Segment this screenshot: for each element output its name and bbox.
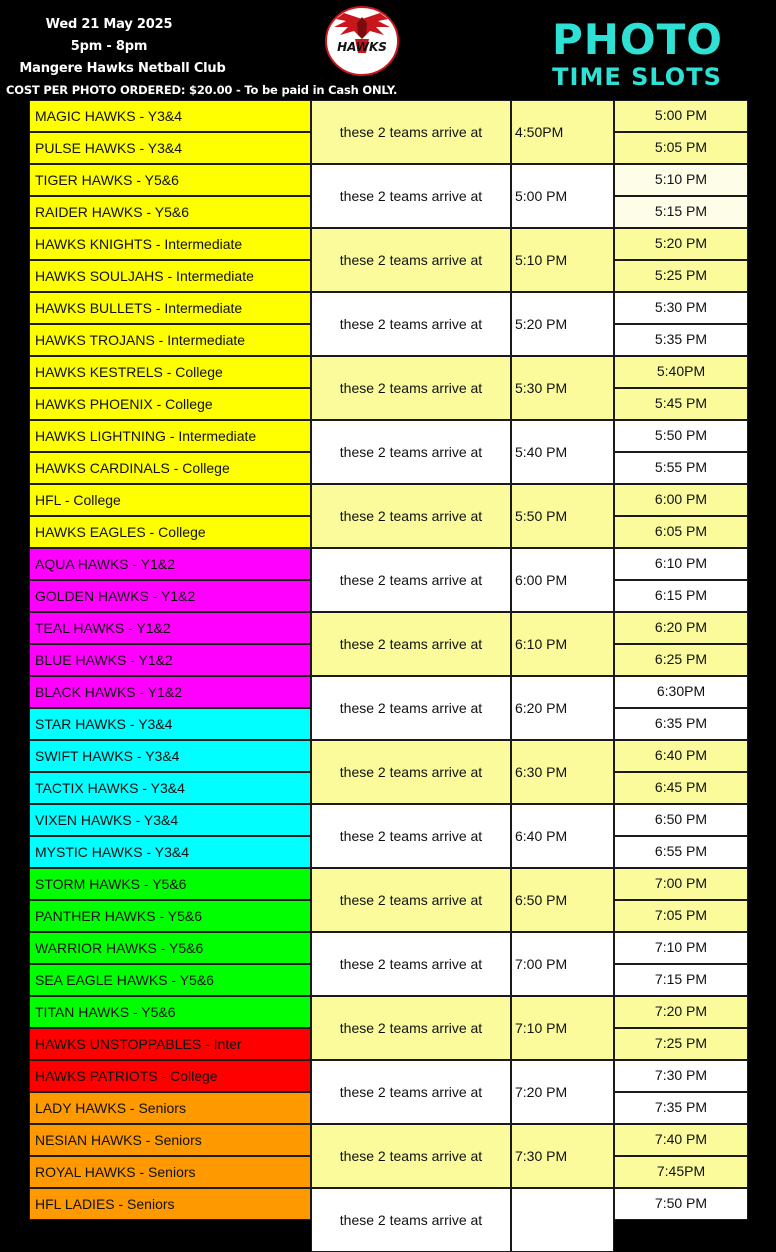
team-name-cell: LADY HAWKS - Seniors: [29, 1092, 311, 1124]
photo-slot-cell: 7:35 PM: [614, 1092, 748, 1124]
team-name-cell: HAWKS CARDINALS - College: [29, 452, 311, 484]
arrival-time-cell: 7:30 PM: [511, 1124, 614, 1188]
cost-notice: COST PER PHOTO ORDERED: $20.00 - To be paid in Cash ONLY.: [6, 83, 398, 97]
arrival-time-cell: 5:50 PM: [511, 484, 614, 548]
team-name-cell: HAWKS SOULJAHS - Intermediate: [29, 260, 311, 292]
photo-slot-cell: 6:40 PM: [614, 740, 748, 772]
photo-slot-cell: 6:25 PM: [614, 644, 748, 676]
photo-slot-cell: 7:00 PM: [614, 868, 748, 900]
photo-slot-cell: 7:05 PM: [614, 900, 748, 932]
photo-slot-cell: 6:55 PM: [614, 836, 748, 868]
arrival-time-cell: 6:20 PM: [511, 676, 614, 740]
photo-slot-cell: 7:50 PM: [614, 1188, 748, 1220]
photo-slot-cell: 7:45PM: [614, 1156, 748, 1188]
photo-slot-cell: 6:20 PM: [614, 612, 748, 644]
arrive-label-cell: these 2 teams arrive at: [311, 420, 511, 484]
team-name-cell: WARRIOR HAWKS - Y5&6: [29, 932, 311, 964]
team-name-cell: HFL - College: [29, 484, 311, 516]
photo-slot-cell: 5:15 PM: [614, 196, 748, 228]
team-name-cell: HAWKS KESTRELS - College: [29, 356, 311, 388]
arrival-time-cell: 4:50PM: [511, 100, 614, 164]
photo-slot-cell: 6:35 PM: [614, 708, 748, 740]
team-name-cell: BLACK HAWKS - Y1&2: [29, 676, 311, 708]
arrival-time-cell: 7:10 PM: [511, 996, 614, 1060]
photo-slot-cell: 6:05 PM: [614, 516, 748, 548]
arrive-label-cell: these 2 teams arrive at: [311, 1188, 511, 1252]
team-name-cell: HAWKS BULLETS - Intermediate: [29, 292, 311, 324]
team-name-cell: SEA EAGLE HAWKS - Y5&6: [29, 964, 311, 996]
arrival-time-cell: 6:50 PM: [511, 868, 614, 932]
photo-slot-cell: 5:40PM: [614, 356, 748, 388]
time-slots-title: TIME SLOTS: [552, 63, 722, 91]
team-name-cell: HAWKS PHOENIX - College: [29, 388, 311, 420]
team-name-cell: AQUA HAWKS - Y1&2: [29, 548, 311, 580]
team-name-cell: TEAL HAWKS - Y1&2: [29, 612, 311, 644]
arrive-label-cell: these 2 teams arrive at: [311, 292, 511, 356]
arrive-label-cell: these 2 teams arrive at: [311, 868, 511, 932]
photo-slot-cell: 7:30 PM: [614, 1060, 748, 1092]
arrive-label-cell: these 2 teams arrive at: [311, 100, 511, 164]
photo-slot-cell: 5:00 PM: [614, 100, 748, 132]
team-name-cell: HAWKS KNIGHTS - Intermediate: [29, 228, 311, 260]
arrive-label-cell: these 2 teams arrive at: [311, 996, 511, 1060]
arrival-time-cell: 5:20 PM: [511, 292, 614, 356]
photo-slot-cell: 5:25 PM: [614, 260, 748, 292]
arrival-time-cell: 5:30 PM: [511, 356, 614, 420]
photo-slot-cell: 5:55 PM: [614, 452, 748, 484]
photo-slot-cell: 5:10 PM: [614, 164, 748, 196]
photo-slot-cell: 7:20 PM: [614, 996, 748, 1028]
club-name: Mangere Hawks Netball Club: [19, 61, 226, 76]
header: [0, 0, 776, 100]
team-name-cell: GOLDEN HAWKS - Y1&2: [29, 580, 311, 612]
arrival-time-cell: 7:20 PM: [511, 1060, 614, 1124]
team-name-cell: HFL LADIES - Seniors: [29, 1188, 311, 1220]
arrive-label-cell: these 2 teams arrive at: [311, 228, 511, 292]
photo-slot-cell: 6:50 PM: [614, 804, 748, 836]
team-name-cell: PULSE HAWKS - Y3&4: [29, 132, 311, 164]
photo-slot-cell: 7:15 PM: [614, 964, 748, 996]
arrive-label-cell: these 2 teams arrive at: [311, 932, 511, 996]
logo-text: HAWKS: [337, 40, 387, 54]
arrival-time-cell: [511, 1188, 614, 1252]
arrive-label-cell: these 2 teams arrive at: [311, 1060, 511, 1124]
team-name-cell: HAWKS TROJANS - Intermediate: [29, 324, 311, 356]
arrive-label-cell: these 2 teams arrive at: [311, 612, 511, 676]
arrival-time-cell: 5:40 PM: [511, 420, 614, 484]
arrive-label-cell: these 2 teams arrive at: [311, 804, 511, 868]
photo-title: PHOTO: [552, 15, 723, 64]
team-name-cell: ROYAL HAWKS - Seniors: [29, 1156, 311, 1188]
hawks-logo: [324, 5, 400, 77]
team-name-cell: TITAN HAWKS - Y5&6: [29, 996, 311, 1028]
photo-slot-cell: 5:20 PM: [614, 228, 748, 260]
photo-slot-cell: 6:10 PM: [614, 548, 748, 580]
arrival-time-cell: 5:00 PM: [511, 164, 614, 228]
photo-slot-cell: 7:10 PM: [614, 932, 748, 964]
arrival-time-cell: 6:40 PM: [511, 804, 614, 868]
team-name-cell: TIGER HAWKS - Y5&6: [29, 164, 311, 196]
photo-slot-cell: 5:05 PM: [614, 132, 748, 164]
event-date: Wed 21 May 2025: [45, 17, 173, 32]
photo-slot-cell: 7:25 PM: [614, 1028, 748, 1060]
photo-slot-cell: 6:15 PM: [614, 580, 748, 612]
arrive-label-cell: these 2 teams arrive at: [311, 548, 511, 612]
team-name-cell: STAR HAWKS - Y3&4: [29, 708, 311, 740]
team-name-cell: HAWKS LIGHTNING - Intermediate: [29, 420, 311, 452]
team-name-cell: RAIDER HAWKS - Y5&6: [29, 196, 311, 228]
arrive-label-cell: these 2 teams arrive at: [311, 676, 511, 740]
arrive-label-cell: these 2 teams arrive at: [311, 740, 511, 804]
photo-slot-cell: 6:30PM: [614, 676, 748, 708]
team-name-cell: SWIFT HAWKS - Y3&4: [29, 740, 311, 772]
photo-slot-cell: 5:30 PM: [614, 292, 748, 324]
photo-slot-cell: 5:50 PM: [614, 420, 748, 452]
team-name-cell: NESIAN HAWKS - Seniors: [29, 1124, 311, 1156]
team-name-cell: HAWKS EAGLES - College: [29, 516, 311, 548]
team-name-cell: VIXEN HAWKS - Y3&4: [29, 804, 311, 836]
arrival-time-cell: 5:10 PM: [511, 228, 614, 292]
team-name-cell: BLUE HAWKS - Y1&2: [29, 644, 311, 676]
arrival-time-cell: 6:10 PM: [511, 612, 614, 676]
photo-slot-cell: 5:35 PM: [614, 324, 748, 356]
arrive-label-cell: these 2 teams arrive at: [311, 356, 511, 420]
team-name-cell: TACTIX HAWKS - Y3&4: [29, 772, 311, 804]
event-time-range: 5pm - 8pm: [70, 39, 148, 54]
team-name-cell: PANTHER HAWKS - Y5&6: [29, 900, 311, 932]
photo-slot-cell: 5:45 PM: [614, 388, 748, 420]
photo-slot-cell: 6:00 PM: [614, 484, 748, 516]
arrival-time-cell: 6:30 PM: [511, 740, 614, 804]
team-name-cell: HAWKS PATRIOTS - College: [29, 1060, 311, 1092]
team-name-cell: MYSTIC HAWKS - Y3&4: [29, 836, 311, 868]
arrival-time-cell: 6:00 PM: [511, 548, 614, 612]
team-name-cell: HAWKS UNSTOPPABLES - Inter: [29, 1028, 311, 1060]
team-name-cell: STORM HAWKS - Y5&6: [29, 868, 311, 900]
arrival-time-cell: 7:00 PM: [511, 932, 614, 996]
photo-slot-cell: 7:40 PM: [614, 1124, 748, 1156]
team-name-cell: MAGIC HAWKS - Y3&4: [29, 100, 311, 132]
arrive-label-cell: these 2 teams arrive at: [311, 164, 511, 228]
photo-slot-cell: 6:45 PM: [614, 772, 748, 804]
arrive-label-cell: these 2 teams arrive at: [311, 1124, 511, 1188]
arrive-label-cell: these 2 teams arrive at: [311, 484, 511, 548]
